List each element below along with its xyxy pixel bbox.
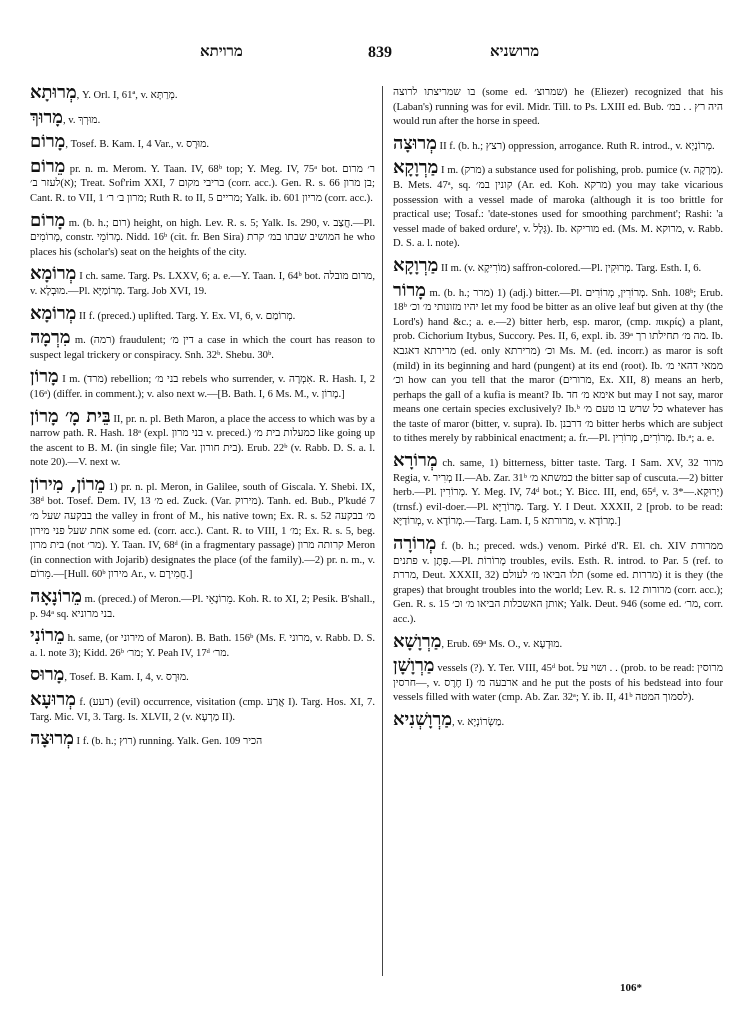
entry-definition: , v. מַשְׂרוֹנְיָא.	[452, 716, 505, 728]
entry-definition: I m. (מרק) a substance used for polishing, prob. pumice (v. מַרְקָה). B. Mets. 47ᵃ, sq. קונין במ׳ (Ar. ed. Koh. מרקא) you may take vicarious possession with a vessel made of maroka (although it is too brittle for practical use; Tosaf.: 'date-stones used for smoothing parchment'; Rashi: 'a vessel made of baked ordure', v. גְּלָל). Ib. מוריקא ed. (Ms. M. מרוקא, v. Rabb. D. S. a. l. note).	[393, 165, 723, 250]
column-divider	[382, 86, 383, 976]
signature-mark: 106*	[620, 982, 642, 994]
entry-headword: מֵרוֹנִי	[30, 625, 65, 647]
page-number: 839	[368, 44, 392, 61]
entry-definition: , Y. Orl. I, 61ª, v. מְרַתָּא.	[76, 90, 178, 101]
dictionary-entry	[30, 155, 375, 207]
entry-definition: f. (b. h.; preced. wds.) venom. Pirké d'R. El. ch. XIV ממרורת פתנים v. פֶּתֶן.—Pl. מְרוֹרוֹת troubles, evils. Esth. R. introd. to Par. 5 (ref. to מררת, Deut. XXXII, 32) תלו הביאו מ׳ לעולם (some ed. מררות) it is they (the grapes) that brought troubles into the world; Lev. R. s. 12 מרורות (corr. acc.); Gen. R. s. 15 אותן האשכלות הביאו מ׳ וכ׳; Yalk. Deut. 946 (some ed. מר׳, corr. acc.).	[393, 541, 724, 625]
header-right-catchword: מרושניא	[490, 44, 540, 60]
entry-headword: מְרוּצָה	[30, 728, 74, 750]
entry-headword: מַרְוָשָׁא	[393, 630, 442, 652]
entry-definition: m. (preced.) of Meron.—Pl. מֵרוֹנָאֵי. Koh. R. to XI, 2; Pesik. B'shall., p. 94ᵃ sq. בני מרוניא.	[30, 594, 375, 620]
entry-headword: מְרוֹרָה	[393, 533, 437, 555]
entry-headword: מָרוֹר	[393, 279, 426, 301]
entry-headword: מַרְוָקָא	[393, 157, 439, 179]
entry-definition: בו שמריצתו לרוצה (some ed. שמרוצ׳) he (Eliezer) recognized that his (Laban's) running was for evil. Midr. Till. to Ps. LXIII ed. Bub. היה רץ . . במ׳ would run after the horse in speed.	[393, 87, 723, 128]
dictionary-entry	[393, 157, 723, 252]
entry-headword: מַרְוָקָא	[393, 254, 439, 276]
right-column	[393, 86, 723, 738]
dictionary-entry	[393, 86, 723, 130]
entry-headword: מָרוּס	[30, 664, 65, 686]
entry-headword: מַרְוָשְׁנִיא	[393, 708, 452, 730]
dictionary-entry	[30, 405, 376, 471]
entry-headword: מֵרוֹנָאָה	[30, 586, 82, 608]
entry-headword: מְרוֹמָא	[30, 263, 77, 285]
entry-definition: , Erub. 69ᵃ Ms. O., v. מוּדְעָא.	[441, 638, 563, 650]
entry-definition: m. (b. h.; רום) height, on high. Lev. R. s. 5; Yalk. Is. 290, v. חֲצַב.—Pl. מְרוֹמִים, constr. מְרוֹמֵי. Nidd. 16ᵇ (cit. fr. Ben Sira) המושיב שבתו במ׳ קרת he who places his (scholar's) seat on the heights of the city.	[30, 217, 376, 258]
entry-definition: f. (רעע) (evil) occurrence, visitation (cmp. אֲרַע I). Targ. Hos. XI, 7. Targ. Mic. VI, 3. Targ. Is. XLVII, 2 (v. מַרְעָא II).	[30, 697, 375, 723]
dictionary-entry	[30, 625, 375, 661]
entry-headword: מָרוֹן	[30, 366, 59, 388]
entry-definition: vessels (?). Y. Ter. VIII, 45ᵈ bot. ושוי על . . (prob. to be read: מרוסין—חרסין, v. חֶרֶס I) ארבעה מ׳ and he put the posts of his bedstead into four vessels filled with water (cmp. Ab. Zar. 32ᵃ; Y. ib. II, 41ᵇ לסמוך המטה).	[393, 663, 723, 704]
entry-definition: ch. same, 1) bitterness, bitter taste. Targ. I Sam. XV, 32 מרור Regia, v. מְרִיר II.—Ab. Zar. 31ᵇ כמשתא מ׳ the bitter sap of cuscuta.—2) bitter herb.—Pl. מְרוֹרִין. Y. Meg. IV, 74ᵈ bot.; Y. Bicc. III, end, 65ᵈ, v. יְרוּקָא.—*3) (trnsf.) evil-doer.—Pl. מְרוֹרַיָּא. Targ. Y. I Deut. XXXII, 2 [prob. to be read: מְרוֹדַיָּא, v. מְרוֹדָא.—Targ. Lam. I, 5 מרורתא, v. מְרוֹדָא.]	[393, 458, 724, 528]
dictionary-entry	[30, 586, 375, 622]
entry-definition: h. same, (or מירוני of Maron). B. Bath. 156ᵇ (Ms. F. מרוני, v. Rabb. D. S. a. l. note 3); Kidd. 26ᵇ מר׳; Y. Peah IV, 17ᵈ מר׳.	[30, 633, 375, 659]
dictionary-entry	[393, 655, 723, 706]
entry-definition: , Tosef. B. Kam. I, 4 Var., v. מוּרָס.	[65, 139, 210, 151]
entry-headword: מְרוֹמָא	[30, 302, 77, 324]
entry-headword: מְרוֹרָא	[393, 450, 438, 472]
header-left-catchword: מרויתא	[200, 44, 243, 60]
dictionary-entry	[393, 254, 723, 277]
dictionary-entry	[30, 366, 376, 402]
entry-definition: , Tosef. B. Kam. I, 4, v. מוּרָס.	[64, 672, 189, 684]
dictionary-entry	[30, 263, 375, 299]
entry-definition: 1) pr. n. pl. Meron, in Galilee, south of Giscala. Y. Shebi. IX, 38ᵈ bot. Tosef. Dem. IV, 13 מ׳ ed. Zuck. (Var. מירוק). Tanh. ed. Bub., P'kudé 7 בבקעה שעל מ׳ the valley in front of M., his native town; Ex. R. s. 52 מ׳ בבקעה אחת שעל פני מירון some ed. (corr. acc.). Cant. R. to VIII, 1 מ׳; Ex. R. s. 5, beg. בית מרון (not מר׳). Y. Taan. IV, 68ᵈ (in a fragmentary passage) קרותה מרון Meron (in connection with Jojarib) designates the place (of the family).—2) pr. n. m., v. מֵרוֹם.—[Hull. 60ᵇ מירון Ar., v. חֲמִירָם.]	[30, 481, 375, 581]
entry-definition: II f. (b. h.; רצץ) oppression, arrogance. Ruth R. introd., v. מְרוֹנְיָא.	[436, 140, 715, 152]
dictionary-entry	[30, 82, 375, 104]
dictionary-entry	[30, 302, 375, 325]
entry-headword: מֵרוֹן, מִירוֹן	[30, 473, 106, 495]
dictionary-entry	[30, 728, 375, 750]
entry-headword: מָרוֹם	[30, 209, 66, 231]
entry-definition: , v. מוּרְךְ.	[62, 114, 101, 126]
entry-definition: II m. (v. מוֹרִיקָא) saffron-colored.—Pl. מְרוּקִין. Targ. Esth. I, 6.	[438, 262, 702, 274]
entry-headword: בֵּית מָ׳ מָרוֹן	[30, 405, 111, 427]
dictionary-entry	[30, 664, 375, 686]
dictionary-entry	[393, 630, 723, 653]
dictionary-entry	[393, 450, 724, 530]
entry-headword: מְרוּעָא	[30, 689, 76, 710]
dictionary-entry	[393, 533, 724, 628]
entry-definition: m. (b. h.; מרר) 1) (adj.) bitter.—Pl. מְרוֹרִין, מְרוֹרִים. Snh. 108ᵇ; Erub. 18ᵇ יהיו מזונותי מ׳ וכ׳ let my food be bitter as an olive leaf but given at thy (the Lord's) hand &c.; a. e.—2) bitter herb, esp. maror, (cmp. πικρίς) a plant, prob. Cichorium Itybus, Succory. Pes. II, 6, expl. ib. 39ᵃ מה מ׳ תחילתו רך. Ib. מרירתא דאגבא (ed. only מרירתא) וכ׳ Ms. M. (ed. incorr.) as maror is soft (mild) in its beginning and hard (pungent) at its end (root). Ib. ממאי דהאי מ׳ וכ׳ how can you tell that the maror (מרורים, Ex. XII, 8) means an herb, perhaps the gall of a kufia is meant? Ib. אימא מ׳ חד but may I not say, maror means one certain species exclusively? Ib.ᵇ כל שרש בו טעם מ׳ whatever has the taste of maror (bitter, v. supra). Ib. מ׳ דרבנן bitter herbs which are subject to tithes merely by rabbinical enactment; a. fr.—Pl. מְרוֹרִים, מְרוֹרִין. Ib.ᵃ; a. e.	[393, 287, 723, 445]
entry-headword: מִרְמָה	[30, 327, 71, 349]
dictionary-entry	[30, 106, 375, 129]
entry-headword: מָרוּךְ	[30, 106, 63, 128]
dictionary-entry	[30, 473, 375, 583]
entry-headword: מְרוּצָה	[393, 132, 437, 154]
running-header	[0, 44, 750, 72]
entry-headword: מְרוּתָא	[30, 82, 77, 103]
entry-definition: I f. (b. h.; רוץ) running. Yalk. Gen. 109 הכיר	[73, 736, 263, 748]
entry-definition: II f. (preced.) uplifted. Targ. Y. Ex. VI, 6, v. מְרוֹמַם.	[76, 310, 296, 322]
dictionary-entry	[30, 209, 376, 261]
entry-headword: מַרְוָשָׁן	[393, 655, 435, 677]
entry-definition: m. (רמה) fraudulent; דין מ׳ a case in which the court has reason to suspect legal trickery or conspiracy. Snh. 32ᵇ. Shebu. 30ᵇ.	[30, 335, 375, 361]
entry-definition: I m. (מרד) rebellion; בני מ׳ rebels who surrender, v. אִמְרָה. R. Hash. I, 2 (16ᵃ) (differ. in comment.); v. also next w.—[B. Bath. I, 6 Ms. M., v. מָרוֹן.]	[30, 374, 376, 400]
dictionary-entry	[30, 689, 375, 725]
entry-definition: pr. n. m. Merom. Y. Taan. IV, 68ᵇ top; Y. Meg. IV, 75ᵃ bot. ר׳ מרום (א)לעזר ב׳; Treat. Sof'rim XXI, 7 בריבי מקום (corr. acc.). Gen. R. s. 66 בן מרון; Cant. R. to VII, 1 מרון ב׳ ר׳; Ruth R. to II, 5 מריים; Yalk. ib. 601 מריון (corr. acc.).	[30, 163, 375, 204]
dictionary-entry	[30, 327, 375, 363]
dictionary-entry	[30, 131, 375, 153]
entry-headword: מֵרוֹם	[30, 155, 66, 177]
left-column	[30, 82, 376, 757]
dictionary-entry	[393, 708, 723, 731]
dictionary-entry	[393, 132, 723, 155]
entry-definition: II, pr. n. pl. Beth Maron, a place the access to which was by a narrow path. R. Hash. 18ᵃ (expl. בני מרון v. preced.) כמעלות בית מ׳ like going up the ascent to B. M. (in single file; Var. בית חורון). Erub. 22ᵇ (v. Rabb. D. S. a. l. note 20).—V. next w.	[30, 413, 376, 469]
entry-headword: מָרוֹם	[30, 131, 66, 153]
entry-definition: I ch. same. Targ. Ps. LXXV, 6; a. e.—Y. Taan. I, 64ᵇ bot. מרום מובלה, v. מוּבְלָא.—Pl. מְרוֹמַיָּא. Targ. Job XVI, 19.	[30, 271, 375, 297]
dictionary-entry	[393, 279, 723, 448]
